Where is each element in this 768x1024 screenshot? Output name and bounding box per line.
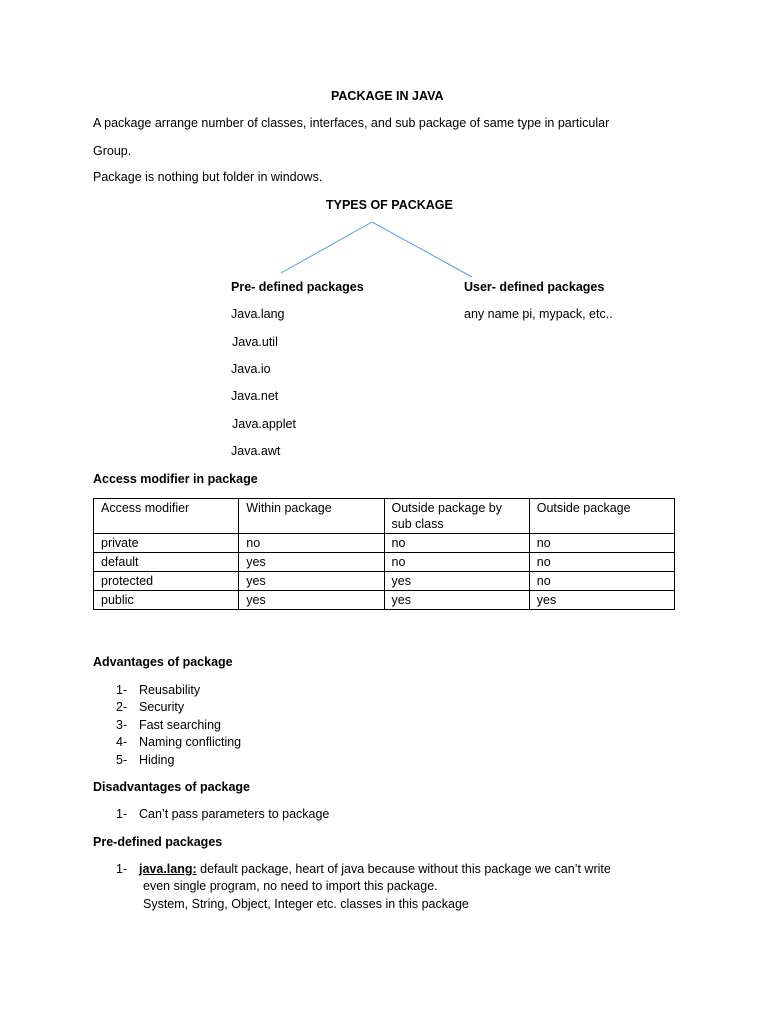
table-cell: default bbox=[94, 553, 239, 572]
predefined-item: Java.net bbox=[231, 389, 279, 403]
advantages-heading: Advantages of package bbox=[93, 655, 233, 669]
userdefined-item: any name pi, mypack, etc.. bbox=[464, 307, 613, 321]
table-header-row bbox=[94, 499, 675, 534]
list-item-line: System, String, Object, Integer etc. classes in this package bbox=[143, 897, 469, 911]
list-item: Can’t pass parameters to package bbox=[139, 807, 330, 821]
list-item: Fast searching bbox=[139, 718, 221, 732]
list-number: 1- bbox=[116, 862, 128, 876]
types-heading: TYPES OF PACKAGE bbox=[326, 198, 453, 212]
tree-line-left bbox=[281, 222, 372, 273]
predefined-item: Java.util bbox=[232, 335, 278, 349]
table-cell: yes bbox=[239, 553, 384, 572]
tree-connector-lines bbox=[0, 0, 768, 300]
table-row bbox=[94, 591, 675, 610]
predefined-section-heading: Pre-defined packages bbox=[93, 835, 223, 849]
table-row bbox=[94, 534, 675, 553]
userdefined-heading: User- defined packages bbox=[464, 280, 605, 294]
table-cell: public bbox=[94, 591, 239, 610]
table-cell: yes bbox=[384, 591, 529, 610]
list-item: Reusability bbox=[139, 683, 201, 697]
intro-line-2: Group. bbox=[93, 144, 132, 158]
predefined-item: Java.io bbox=[231, 362, 271, 376]
predefined-item: Java.awt bbox=[231, 444, 281, 458]
table-row bbox=[94, 553, 675, 572]
table-cell: no bbox=[384, 534, 529, 553]
predefined-heading: Pre- defined packages bbox=[231, 280, 364, 294]
table-header-cell: Access modifier bbox=[94, 499, 239, 534]
list-item: Naming conflicting bbox=[139, 735, 242, 749]
table-row bbox=[94, 572, 675, 591]
list-number: 1- bbox=[116, 807, 128, 821]
table-cell: no bbox=[529, 572, 674, 591]
list-item: Security bbox=[139, 700, 185, 714]
list-item-text: default package, heart of java because without this package we can’t write bbox=[200, 862, 611, 876]
list-number: 5- bbox=[116, 753, 128, 767]
table-cell: private bbox=[94, 534, 239, 553]
table-cell: yes bbox=[384, 572, 529, 591]
list-number: 1- bbox=[116, 683, 128, 697]
table-cell: protected bbox=[94, 572, 239, 591]
access-modifier-table bbox=[93, 498, 675, 610]
tree-line-right bbox=[372, 222, 472, 277]
access-heading: Access modifier in package bbox=[93, 472, 258, 486]
list-item-line bbox=[139, 862, 611, 876]
table-cell: no bbox=[529, 534, 674, 553]
table-header-cell: Within package bbox=[239, 499, 384, 534]
table-cell: no bbox=[239, 534, 384, 553]
table-header-cell: Outside package bbox=[529, 499, 674, 534]
table-cell: yes bbox=[529, 591, 674, 610]
table-cell: no bbox=[384, 553, 529, 572]
predefined-item: Java.applet bbox=[232, 417, 296, 431]
list-number: 3- bbox=[116, 718, 128, 732]
intro-line-3: Package is nothing but folder in windows. bbox=[93, 170, 323, 184]
table-header-cell: Outside package by sub class bbox=[384, 499, 529, 534]
list-item-line: even single program, no need to import this package. bbox=[143, 879, 438, 893]
list-number: 4- bbox=[116, 735, 128, 749]
page-title: PACKAGE IN JAVA bbox=[331, 89, 444, 103]
predefined-item: Java.lang bbox=[231, 307, 285, 321]
list-item-term: java.lang: bbox=[139, 862, 197, 876]
intro-line-1: A package arrange number of classes, interfaces, and sub package of same type in particular bbox=[93, 116, 610, 130]
disadvantages-heading: Disadvantages of package bbox=[93, 780, 251, 794]
table-cell: yes bbox=[239, 572, 384, 591]
table-cell: yes bbox=[239, 591, 384, 610]
table-cell: no bbox=[529, 553, 674, 572]
list-number: 2- bbox=[116, 700, 128, 714]
list-item: Hiding bbox=[139, 753, 175, 767]
